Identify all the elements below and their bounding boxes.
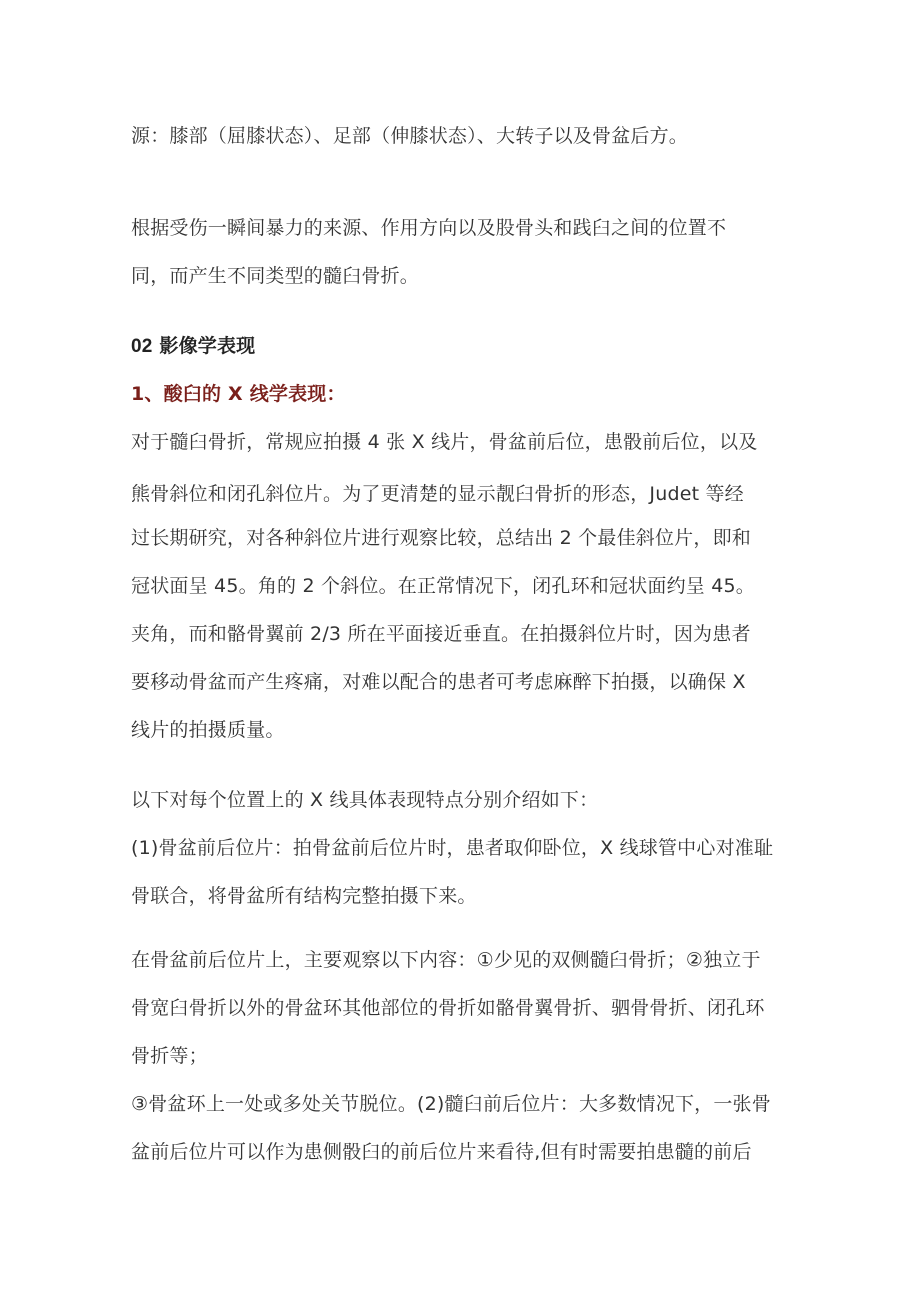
paragraph-line: 冠状面呈 45。角的 2 个斜位。在正常情况下，闭孔环和冠状面约呈 45。 [131,575,756,597]
paragraph-line: 过长期研究，对各种斜位片进行观察比较，总结出 2 个最佳斜位片，即和 [131,527,751,549]
paragraph-line: 骨折等； [131,1045,208,1067]
paragraph-line: 线片的拍摄质量。 [131,719,285,741]
paragraph-line: 根据受伤一瞬间暴力的来源、作用方向以及股骨头和践臼之间的位置不 [131,217,727,239]
section-number: 02 [131,336,153,357]
paragraph-line: 对于髓臼骨折，常规应拍摄 4 张 X 线片，骨盆前后位，患骰前后位，以及 [131,431,758,453]
paragraph-line: 骨联合，将骨盆所有结构完整拍摄下来。 [131,885,477,907]
section-heading [131,334,255,359]
paragraph-line: 要移动骨盆而产生疼痛，对难以配合的患者可考虑麻醉下拍摄，以确保 X [131,671,746,693]
paragraph-line: 在骨盆前后位片上，主要观察以下内容：①少见的双侧髓臼骨折；②独立于 [131,949,761,971]
paragraph-line: 源：膝部（屈膝状态）、足部（伸膝状态）、大转子以及骨盆后方。 [131,125,689,147]
paragraph-line: ③骨盆环上一处或多处关节脱位。(2)髓臼前后位片：大多数情况下，一张骨 [131,1093,771,1115]
paragraph-line: 夹角，而和骼骨翼前 2/3 所在平面接近垂直。在拍摄斜位片时，因为患者 [131,623,751,645]
paragraph-line: 以下对每个位置上的 X 线具体表现特点分别介绍如下： [131,789,599,811]
paragraph-line: 盆前后位片可以作为患侧骰臼的前后位片来看待,但有时需要拍患髓的前后 [131,1141,752,1163]
paragraph-line: (1)骨盆前后位片：拍骨盆前后位片时，患者取仰卧位，X 线球管中心对准耻 [131,837,774,859]
paragraph-line: 骨宽臼骨折以外的骨盆环其他部位的骨折如骼骨翼骨折、驷骨骨折、闭孔环 [131,997,765,1019]
section-title: 影像学表现 [159,335,256,357]
paragraph-line: 熊骨斜位和闭孔斜位片。为了更清楚的显示靓臼骨折的形态，Judet 等经 [131,483,744,505]
sub-heading: 1、酸臼的 X 线学表现： [131,383,346,405]
paragraph-line: 同，而产生不同类型的髓臼骨折。 [131,265,420,287]
